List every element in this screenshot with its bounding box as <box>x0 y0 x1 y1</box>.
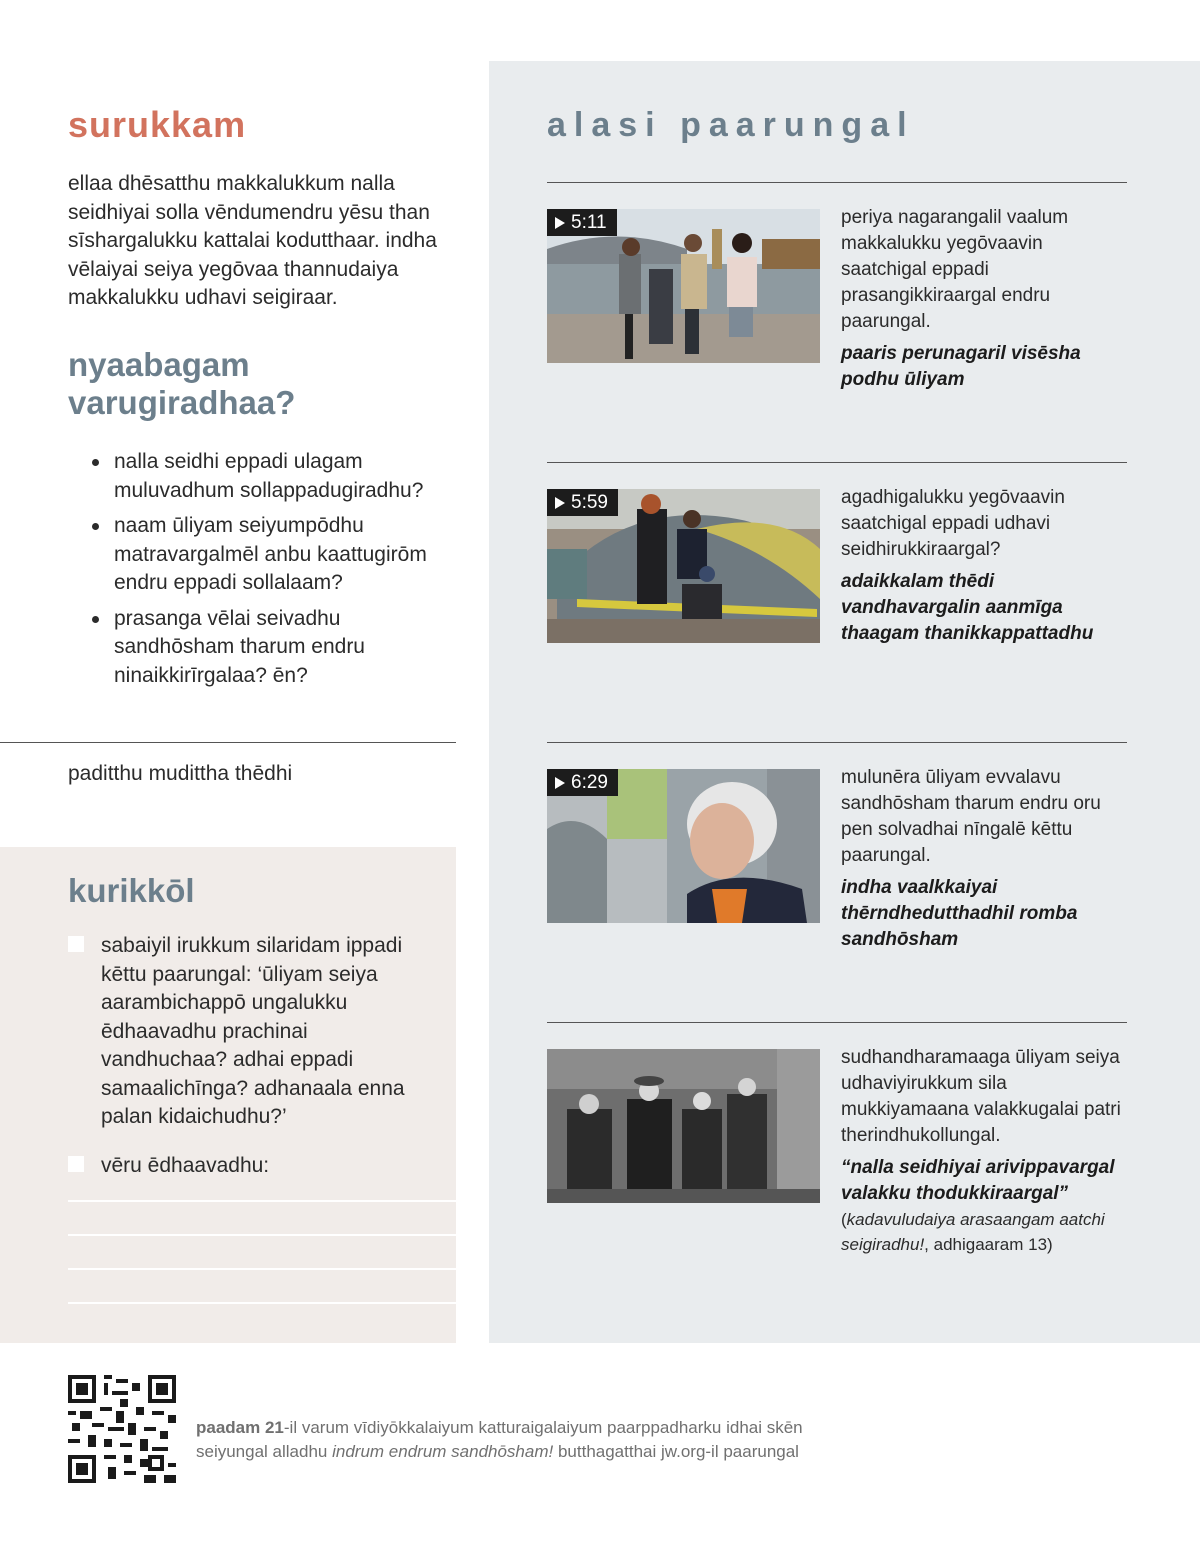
historic-group-photo <box>547 1049 820 1203</box>
book-title: indrum endrum sandhōsham! <box>332 1442 554 1461</box>
write-line[interactable] <box>68 1234 456 1236</box>
recall-item-text: prasanga vēlai seivadhu sandhōsham tharum endru ninaikkirīrgalaa? ēn? <box>114 606 365 687</box>
write-line[interactable] <box>68 1200 456 1202</box>
checkbox-icon[interactable] <box>68 936 84 952</box>
video-description: periya nagarangalil vaalum makkalukku yegōvaavin saatchigal eppadi prasangikkiraargal endru paarungal. <box>841 207 1069 332</box>
bullet-icon <box>92 523 99 530</box>
article-info-4 <box>841 1045 1131 1257</box>
goals-title: kurikkōl <box>68 872 195 909</box>
video-thumbnail-3[interactable] <box>547 769 820 923</box>
recall-item <box>92 448 452 505</box>
explore-divider <box>547 1022 1127 1023</box>
video-info-2 <box>841 485 1131 647</box>
bullet-icon <box>92 459 99 466</box>
qr-code-icon[interactable] <box>68 1375 176 1483</box>
recall-title-line2: varugiradhaa? <box>68 384 296 421</box>
goal-item-text: sabaiyil irukkum silaridam ippadi kēttu paarungal: ‘ūliyam seiya aarambichappō ungalukku ēdhaavadhu prachinai vandhuchaa? adhai eppadi samaalichīnga? adhanaala enna palan kidaichudhu?’ <box>101 934 405 1128</box>
recall-list <box>92 448 452 697</box>
video-info-1 <box>841 205 1131 393</box>
video-info-3 <box>841 765 1131 953</box>
book-title: kadavuludaiya arasaangam aatchi seigiradhu! <box>841 1210 1105 1254</box>
goal-item-2[interactable] <box>68 1152 438 1181</box>
video-thumbnail-1[interactable] <box>547 209 820 363</box>
play-icon <box>555 217 565 229</box>
video-description: mulunēra ūliyam evvalavu sandhōsham tharum endru oru pen solvadhai nīngalē kēttu paarungal. <box>841 767 1101 866</box>
video-title-link[interactable]: indha vaalkkaiyai thērndhedutthadhil romba sandhōsham <box>841 877 1078 950</box>
video-title-link[interactable]: paaris perunagaril visēsha podhu ūliyam <box>841 343 1081 390</box>
article-thumbnail-4[interactable] <box>547 1049 820 1203</box>
checkbox-icon[interactable] <box>68 1156 84 1172</box>
video-description: agadhigalukku yegōvaavin saatchigal eppadi udhavi seidhirukkiraargal? <box>841 487 1065 560</box>
video-duration-badge: 5:59 <box>547 489 618 516</box>
video-duration-badge: 5:11 <box>547 209 617 236</box>
play-icon <box>555 497 565 509</box>
footer-text: paadam 21-il varum vīdiyōkkalaiyum katturaigalaiyum paarppadharku idhai skēn seiyungal alladhu indrum endrum sandhōsham! butthagatthai jw.org-il paarungal <box>196 1418 803 1461</box>
write-line[interactable] <box>68 1268 456 1270</box>
article-description: sudhandharamaaga ūliyam seiya udhaviyirukkum sila mukkiyamaana valakkugalai patri therindhukollungal. <box>841 1047 1121 1146</box>
summary-title: surukkam <box>68 104 247 145</box>
recall-title-line1: nyaabagam <box>68 346 250 383</box>
date-completed-label: paditthu mudittha thēdhi <box>68 762 293 785</box>
goal-item-text: vēru ēdhaavadhu: <box>101 1154 270 1177</box>
play-icon <box>555 777 565 789</box>
left-divider <box>0 742 456 743</box>
explore-divider <box>547 462 1127 463</box>
write-line[interactable] <box>68 1302 456 1304</box>
explore-title: alasi paarungal <box>547 106 915 144</box>
recall-item <box>92 605 452 691</box>
recall-item-text: nalla seidhi eppadi ulagam muluvadhum sollappadugiradhu? <box>114 450 424 502</box>
bullet-icon <box>92 616 99 623</box>
goal-item-1[interactable] <box>68 932 438 1132</box>
article-title-link[interactable]: “nalla seidhiyai arivippavargal valakku thodukkiraargal” <box>841 1157 1115 1204</box>
recall-item-text: naam ūliyam seiyumpōdhu matravargalmēl anbu kaattugirōm endru eppadi sollalaam? <box>114 514 427 594</box>
recall-title <box>68 346 295 422</box>
recall-item <box>92 512 452 598</box>
explore-divider <box>547 742 1127 743</box>
video-thumbnail-2[interactable] <box>547 489 820 643</box>
video-title-link[interactable]: adaikkalam thēdi vandhavargalin aanmīga thaagam thanikkappattadhu <box>841 571 1094 644</box>
summary-text: ellaa dhēsatthu makkalukkum nalla seidhiyai solla vēndumendru yēsu than sīshargalukku kattalai kodutthaar. indha vēlaiyai seiya yegōvaa thannudaiya makkalukku udhavi seigiraar. <box>68 172 437 309</box>
explore-divider <box>547 182 1127 183</box>
video-duration-badge: 6:29 <box>547 769 618 796</box>
article-source: (kadavuludaiya arasaangam aatchi seigiradhu!, adhigaaram 13) <box>841 1210 1105 1254</box>
